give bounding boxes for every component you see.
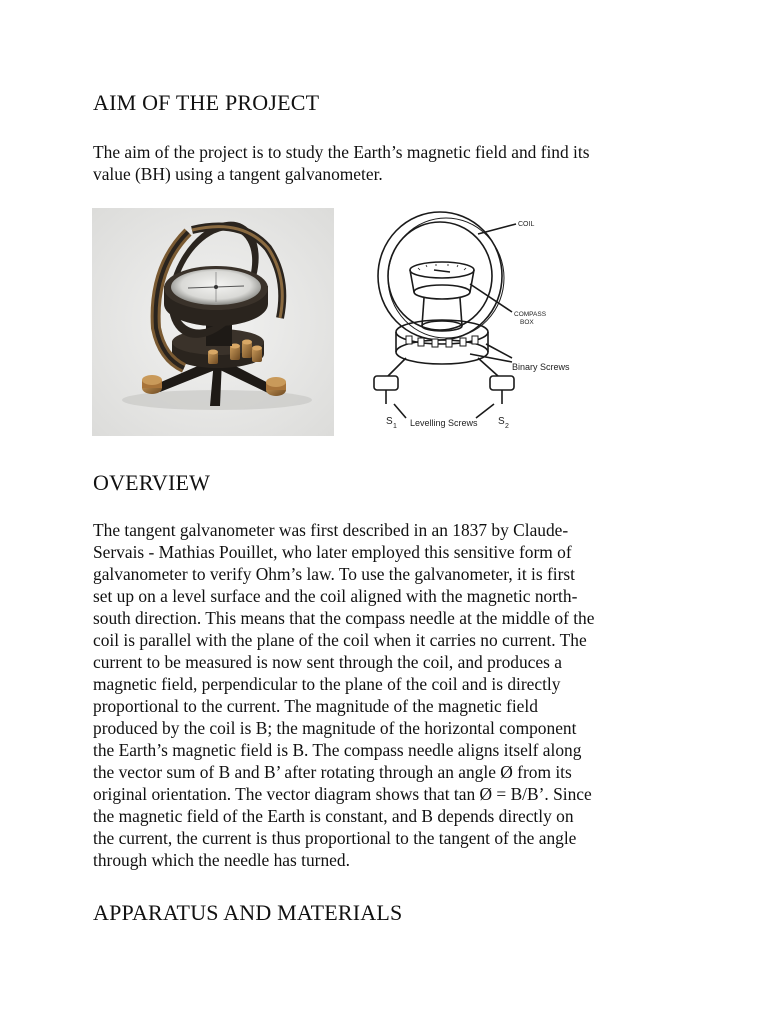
diagram-label-s1-sub: 1 — [393, 423, 397, 430]
overview-line: through which the needle has turned. — [93, 850, 350, 870]
overview-line: the Earth’s magnetic field is B. The compass needle aligns itself along — [93, 740, 582, 760]
galvanometer-photo-illustration — [92, 208, 334, 436]
diagram-label-s2: S — [498, 416, 505, 427]
galvanometer-diagram-svg — [366, 208, 620, 436]
galvanometer-diagram — [366, 208, 620, 436]
diagram-label-levelling-screws: Levelling Screws — [410, 418, 478, 428]
overview-line: south direction. This means that the compass needle at the middle of the — [93, 608, 595, 628]
diagram-label-s1: S — [386, 416, 393, 427]
apparatus-heading: APPARATUS AND MATERIALS — [93, 900, 403, 925]
overview-line: The tangent galvanometer was first described in an 1837 by Claude- — [93, 520, 569, 540]
overview-line: Servais - Mathias Pouillet, who later employed this sensitive form of — [93, 542, 572, 562]
overview-paragraph — [93, 519, 693, 871]
aim-line: value (BH) using a tangent galvanometer. — [93, 164, 383, 184]
overview-line: magnetic field, perpendicular to the plane of the coil and is directly — [93, 674, 561, 694]
aim-heading: AIM OF THE PROJECT — [93, 90, 320, 115]
overview-line: proportional to the current. The magnitude of the magnetic field — [93, 696, 538, 716]
overview-line: current to be measured is now sent through the coil, and produces a — [93, 652, 562, 672]
overview-line: the magnetic field of the Earth is constant, and B depends directly on — [93, 806, 574, 826]
overview-line: coil is parallel with the plane of the coil when it carries no current. The — [93, 630, 587, 650]
diagram-label-compass: COMPASS — [514, 311, 547, 318]
aim-paragraph — [93, 141, 693, 185]
diagram-label-s2-sub: 2 — [505, 423, 509, 430]
diagram-label-binary-screws: Binary Screws — [512, 362, 570, 372]
coil-inner-ring — [388, 222, 492, 330]
overview-line: produced by the coil is B; the magnitude of the horizontal component — [93, 718, 577, 738]
overview-line: original orientation. The vector diagram shows that tan Ø = B/B’. Since — [93, 784, 592, 804]
overview-heading: OVERVIEW — [93, 470, 211, 495]
galvanometer-photo — [92, 208, 334, 436]
overview-line: the vector sum of B and B’ after rotating through an angle Ø from its — [93, 762, 572, 782]
diagram-label-box: BOX — [520, 319, 534, 326]
overview-line: the current, the current is thus proportional to the tangent of the angle — [93, 828, 577, 848]
diagram-label-coil: COIL — [518, 221, 535, 228]
aim-line: The aim of the project is to study the Earth’s magnetic field and find its — [93, 142, 590, 162]
overview-line: set up on a level surface and the coil aligned with the magnetic north- — [93, 586, 578, 606]
overview-line: galvanometer to verify Ohm’s law. To use the galvanometer, it is first — [93, 564, 576, 584]
